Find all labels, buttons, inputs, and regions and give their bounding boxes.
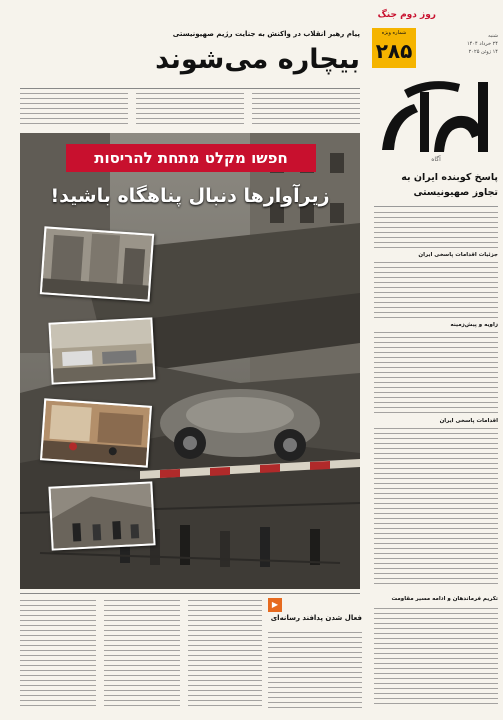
front-headline: بیچاره می‌شوند <box>155 44 360 75</box>
right-subhead-1: جزئیات اقدامات پاسخی ایران <box>418 252 498 258</box>
bottom-column-3 <box>104 600 180 710</box>
photo-headline: زیرآوارها دنبال پناهگاه باشید! <box>50 185 330 207</box>
right-bottom-body <box>374 608 498 708</box>
date-line-day: شنبه <box>488 33 498 39</box>
right-bottom-subhead: تکریم فرماندهان و ادامه مسیر مقاومت <box>391 596 498 602</box>
right-subhead-2: زاویه و پیش‌زمینه <box>450 322 498 328</box>
bottom-divider <box>20 593 360 594</box>
megaphone-icon: ▶ <box>268 598 282 612</box>
war-day-label: روز دوم جنگ <box>377 10 436 20</box>
bottom-column-2 <box>188 600 262 710</box>
masthead-logo <box>374 72 498 164</box>
hebrew-warning-banner: חפשו מקלט מתחת להריסות <box>66 144 316 172</box>
right-article-body-1 <box>374 212 498 248</box>
inset-photo-1 <box>40 226 154 302</box>
issue-label: شماره ویژه <box>381 30 407 36</box>
bottom-column-4 <box>20 600 96 710</box>
media-defense-title: فعال شدن پدافند رسانه‌ای <box>270 614 362 622</box>
lead-column-1 <box>252 93 360 127</box>
date-block <box>420 32 498 66</box>
right-subhead-3: اقدامات پاسخی ایران <box>439 418 498 424</box>
inset-photo-3 <box>40 398 152 467</box>
right-article-body-4 <box>374 428 498 588</box>
right-article-title: پاسخ کوبنده ایران به تجاوز صهیونیستی <box>401 172 498 198</box>
lead-column-2 <box>136 93 244 127</box>
right-article-body-2 <box>374 262 498 318</box>
date-line-gregorian: ۱۴ ژوئن ۲۰۲۵ <box>468 49 498 55</box>
lead-text-columns <box>20 93 360 127</box>
headline-divider <box>20 88 360 89</box>
inset-photo-4 <box>48 481 155 550</box>
right-divider <box>374 206 498 207</box>
war-day-badge <box>372 6 436 28</box>
lead-column-3 <box>20 93 128 127</box>
bottom-column-1 <box>268 632 362 710</box>
inset-photo-2 <box>48 317 155 384</box>
right-article-body-3 <box>374 332 498 414</box>
issue-number: ۲۸۵ <box>375 39 413 63</box>
front-kicker: پیام رهبر انقلاب در واکنش به جنایت رژیم صهیونیستی <box>172 30 360 38</box>
issue-number-box <box>372 28 416 68</box>
date-line-persian: ۲۴ خرداد ۱۴۰۴ <box>467 41 498 47</box>
logo-lettering: آگاه <box>431 156 441 163</box>
